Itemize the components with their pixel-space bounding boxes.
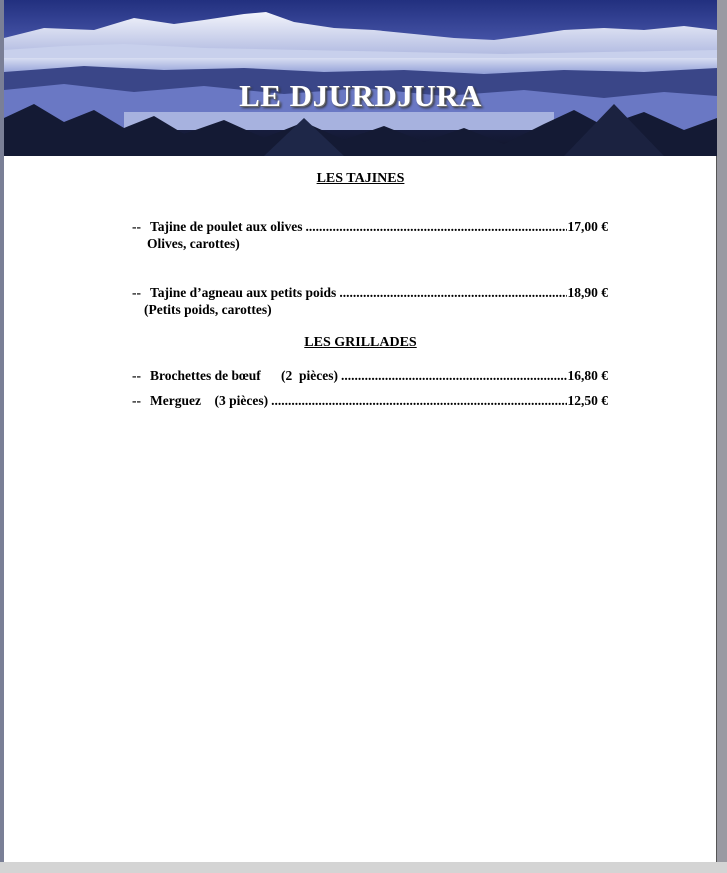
item-price: 12,50 € [567, 393, 608, 408]
banner-image [4, 0, 717, 156]
item-price: 17,00 € [567, 219, 608, 234]
item-name: Brochettes de bœuf (2 pièces) [150, 368, 338, 383]
dot-leader [271, 393, 566, 409]
document-page [4, 0, 717, 862]
item-dash: -- [132, 393, 141, 408]
item-description: Olives, carottes) [147, 236, 240, 251]
item-dash: -- [132, 285, 141, 300]
bottom-bar [0, 862, 727, 873]
item-dash: -- [132, 368, 141, 383]
item-dash: -- [132, 219, 141, 234]
dot-leader [341, 368, 567, 384]
menu-item-merguez [132, 393, 608, 409]
restaurant-title: LE DJURDJURA [239, 78, 482, 113]
section-heading-grillades: LES GRILLADES [304, 335, 417, 350]
item-description: (Petits poids, carottes) [144, 302, 272, 317]
menu-item-tajine-agneau [132, 285, 608, 301]
item-name: Tajine d’agneau aux petits poids [150, 285, 337, 300]
dot-leader [339, 285, 566, 301]
section-heading-tajines: LES TAJINES [316, 171, 405, 186]
vertical-scrollbar[interactable] [717, 0, 727, 862]
item-name: Merguez (3 pièces) [150, 393, 269, 408]
item-price: 18,90 € [567, 285, 608, 300]
item-price: 16,80 € [567, 368, 608, 383]
item-name: Tajine de poulet aux olives [150, 219, 303, 234]
menu-item-tajine-poulet [132, 219, 608, 235]
menu-item-brochettes [132, 368, 608, 384]
dot-leader [306, 219, 567, 235]
